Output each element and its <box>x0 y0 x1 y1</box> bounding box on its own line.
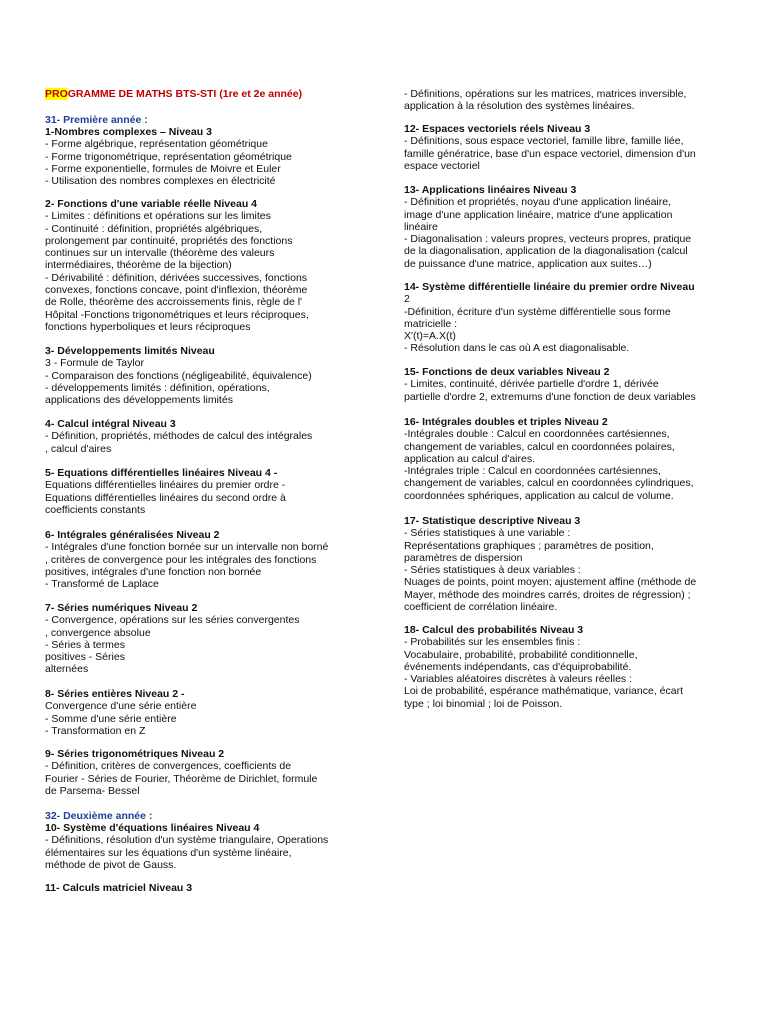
left-section <box>45 126 367 187</box>
section-line: - Limites : définitions et opérations sur les limites <box>45 210 271 223</box>
section-heading: 8- Séries entières Niveau 2 - <box>45 688 185 700</box>
section-line: , critères de convergence pour les intégrales des fonctions <box>45 553 317 566</box>
section-line: Loi de probabilité, espérance mathématique, variance, écart <box>404 685 683 698</box>
section-line: fonctions hyperboliques et leurs réciproques <box>45 320 251 333</box>
section-line: - Utilisation des nombres complexes en électricité <box>45 175 276 188</box>
left-section <box>45 114 367 126</box>
right-section <box>404 624 726 710</box>
left-section <box>45 198 367 333</box>
section-line: méthode de pivot de Gauss. <box>45 858 177 871</box>
section-line: coordonnées sphériques, application au calcul de volume. <box>404 489 674 502</box>
section-line: - Définitions, résolution d'un système triangulaire, Operations <box>45 834 329 847</box>
section-line: positives, intégrales d'une fonction non bornée <box>45 565 262 578</box>
section-line: - Convergence, opérations sur les séries convergentes <box>45 614 300 627</box>
section-line: - Intégrales d'une fonction bornée sur un intervalle non borné <box>45 541 329 554</box>
section-line: 2 <box>404 293 410 306</box>
section-heading: 6- Intégrales généralisées Niveau 2 <box>45 529 220 541</box>
section-line: -Intégrales triple : Calcul en coordonnées cartésiennes, <box>404 465 661 478</box>
section-line: coefficients constants <box>45 503 146 516</box>
section-line: prolongement par continuité, propriétés des fonctions <box>45 234 293 247</box>
section-line: coefficient de corrélation linéaire. <box>404 601 558 614</box>
section-line: - Définitions, sous espace vectoriel, famille libre, famille liée, <box>404 135 684 148</box>
section-heading: 11- Calculs matriciel Niveau 3 <box>45 882 193 894</box>
section-line: - Séries statistiques à une variable : <box>404 527 571 540</box>
section-line: -Intégrales double : Calcul en coordonnées cartésiennes, <box>404 428 670 441</box>
year-heading: 32- Deuxième année : <box>45 810 153 822</box>
section-line: - Probabilités sur les ensembles finis : <box>404 636 581 649</box>
document-title <box>45 88 367 100</box>
section-line: - Définition et propriétés, noyau d'une application linéaire, <box>404 196 672 209</box>
section-line: application au calcul d'aires. <box>404 452 535 465</box>
section-line: Convergence d'une série entière <box>45 700 197 713</box>
section-line: - Définitions, opérations sur les matrices, matrices inversible, <box>404 88 687 100</box>
right-section <box>404 123 726 172</box>
left-section <box>45 345 367 406</box>
section-heading: 18- Calcul des probabilités Niveau 3 <box>404 624 584 636</box>
section-heading: 1-Nombres complexes – Niveau 3 <box>45 126 212 138</box>
section-line: paramètres de dispersion <box>404 551 523 564</box>
section-line: de Rolle, théorème des accroissements finis, règle de l' <box>45 296 303 309</box>
section-heading: 17- Statistique descriptive Niveau 3 <box>404 515 581 527</box>
left-section <box>45 882 367 894</box>
section-line: Représentations graphiques ; paramètres de position, <box>404 539 654 552</box>
section-line: - Transformé de Laplace <box>45 578 159 591</box>
section-line: Vocabulaire, probabilité, probabilité conditionnelle, <box>404 648 638 661</box>
section-line: - Transformation en Z <box>45 724 146 737</box>
section-heading: 4- Calcul intégral Niveau 3 <box>45 418 176 430</box>
section-line: événements indépendants, cas d'équiprobabilité. <box>404 660 632 673</box>
left-section <box>45 529 367 590</box>
section-line: - Variables aléatoires discrètes à valeurs réelles : <box>404 673 632 686</box>
section-heading: 10- Système d'équations linéaires Niveau 4 <box>45 822 260 834</box>
right-section <box>404 416 726 502</box>
section-line: 3 - Formule de Taylor <box>45 357 145 370</box>
section-line: - Séries statistiques à deux variables : <box>404 564 581 577</box>
section-heading: 9- Séries trigonométriques Niveau 2 <box>45 748 225 760</box>
section-line: , calcul d'aires <box>45 442 112 455</box>
section-line: - Résolution dans le cas où A est diagonalisable. <box>404 342 630 355</box>
right-section <box>404 88 726 113</box>
section-heading: 13- Applications linéaires Niveau 3 <box>404 184 577 196</box>
section-line: X'(t)=A.X(t) <box>404 330 456 343</box>
section-line: Equations différentielles linéaires du second ordre à <box>45 491 286 504</box>
right-section <box>404 184 726 270</box>
left-section <box>45 688 367 737</box>
right-section <box>404 281 726 355</box>
section-heading: 15- Fonctions de deux variables Niveau 2 <box>404 366 610 378</box>
section-line: de puissance d'une matrice, application aux suites…) <box>404 257 652 270</box>
section-line: de la diagonalisation, application de la diagonalisation (calcul <box>404 245 688 258</box>
section-line: Hôpital -Fonctions trigonométriques et leurs réciproques, <box>45 308 309 321</box>
section-line: continues sur un intervalle (théorème des valeurs <box>45 247 275 260</box>
section-line: image d'une application linéaire, matrice d'une application <box>404 208 673 221</box>
section-line: - Forme trigonométrique, représentation géométrique <box>45 150 292 163</box>
left-section <box>45 602 367 676</box>
section-line: alternées <box>45 663 89 676</box>
section-heading: 2- Fonctions d'une variable réelle Niveau 4 <box>45 198 257 210</box>
section-heading: 3- Développements limités Niveau <box>45 345 215 357</box>
left-section <box>45 418 367 455</box>
section-line: , convergence absolue <box>45 626 151 639</box>
right-section <box>404 515 726 613</box>
right-section <box>404 366 726 403</box>
section-line: famille génératrice, base d'un espace vectoriel, dimension d'un <box>404 147 696 160</box>
section-line: - Continuité : définition, propriétés algébriques, <box>45 222 263 235</box>
section-line: - Diagonalisation : valeurs propres, vecteurs propres, pratique <box>404 233 692 246</box>
section-line: convexes, fonctions concave, point d'inflexion, théorème <box>45 284 308 297</box>
section-line: - Définition, critères de convergences, coefficients de <box>45 760 292 773</box>
title-highlight: PRO <box>45 88 68 100</box>
section-line: - Forme algébrique, représentation géométrique <box>45 138 268 151</box>
section-line: partielle d'ordre 2, extremums d'une fonction de deux variables <box>404 390 696 403</box>
section-line: changement de variables, calcul en coordonnées polaires, <box>404 440 675 453</box>
section-line: espace vectoriel <box>404 159 480 172</box>
section-line: Equations différentielles linéaires du premier ordre - <box>45 479 286 492</box>
section-line: - Définition, propriétés, méthodes de calcul des intégrales <box>45 430 313 443</box>
year-heading: 31- Première année : <box>45 114 148 126</box>
section-line: - Comparaison des fonctions (négligeabilité, équivalence) <box>45 369 312 382</box>
section-line: positives - Séries <box>45 651 125 664</box>
section-line: applications des développements limités <box>45 394 233 407</box>
section-line: - Forme exponentielle, formules de Moivre et Euler <box>45 162 281 175</box>
section-heading: 5- Equations différentielles linéaires Niveau 4 - <box>45 467 278 479</box>
section-line: - Somme d'une série entière <box>45 712 177 725</box>
section-heading: 12- Espaces vectoriels réels Niveau 3 <box>404 123 591 135</box>
section-heading: 14- Système différentielle linéaire du premier ordre Niveau <box>404 281 695 293</box>
section-line: linéaire <box>404 220 438 233</box>
left-section <box>45 822 367 871</box>
left-section <box>45 748 367 797</box>
title-rest: GRAMME DE MATHS BTS-STI (1re et 2e année) <box>67 88 303 100</box>
left-section <box>45 810 367 822</box>
section-line: Nuages de points, point moyen; ajustement affine (méthode de <box>404 576 697 589</box>
section-line: intermédiaires, théorème de la bijection) <box>45 259 232 272</box>
section-heading: 16- Intégrales doubles et triples Niveau 2 <box>404 416 608 428</box>
section-line: - Limites, continuité, dérivée partielle d'ordre 1, dérivée <box>404 378 659 391</box>
section-line: - Séries à termes <box>45 638 125 651</box>
section-line: - Dérivabilité : définition, dérivées successives, fonctions <box>45 271 308 284</box>
section-line: - développements limités : définition, opérations, <box>45 381 270 394</box>
section-line: Fourier - Séries de Fourier, Théorème de Dirichlet, formule <box>45 772 318 785</box>
section-line: application à la résolution des systèmes linéaires. <box>404 100 635 113</box>
left-section <box>45 467 367 516</box>
section-heading: 7- Séries numériques Niveau 2 <box>45 602 198 614</box>
section-line: Mayer, méthode des moindres carrés, droites de régression) ; <box>404 588 691 601</box>
section-line: type ; loi binomial ; loi de Poisson. <box>404 697 563 710</box>
section-line: -Définition, écriture d'un système différentielle sous forme <box>404 305 671 318</box>
section-line: élémentaires sur les équations d'un système linéaire, <box>45 846 292 859</box>
section-line: de Parsema- Bessel <box>45 784 140 797</box>
section-line: changement de variables, calcul en coordonnées cylindriques, <box>404 477 694 490</box>
section-line: matricielle : <box>404 317 458 330</box>
